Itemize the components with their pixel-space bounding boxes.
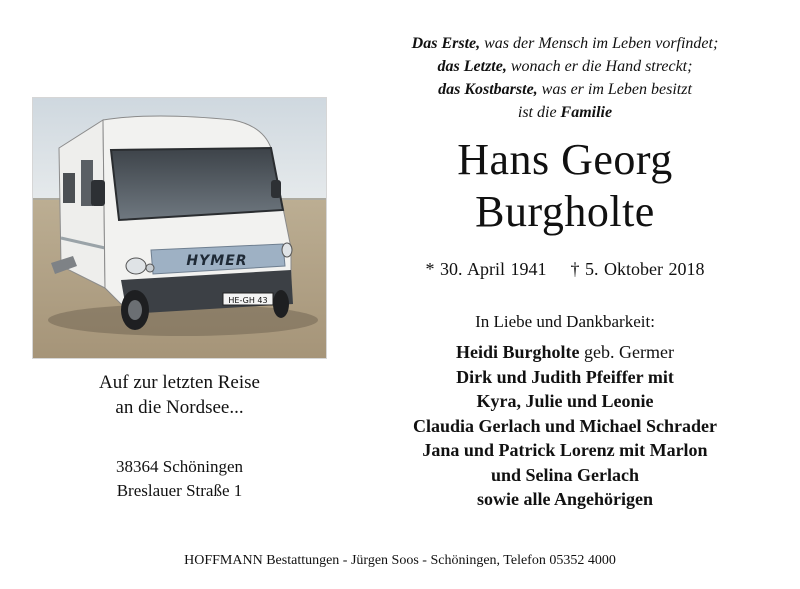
quote-line-3: das Kostbarste, was er im Leben besitzt [438, 81, 692, 98]
birth-date: * 30. April 1941 [425, 259, 547, 279]
quote-block [335, 32, 795, 124]
thanks-heading: In Liebe und Dankbarkeit: [475, 312, 655, 331]
death-date: † 5. Oktober 2018 [570, 259, 705, 279]
deceased-name [335, 134, 795, 238]
mourner-line: Heidi Burgholte geb. Germer [456, 342, 674, 362]
address-line-1: 38364 Schöningen [115, 457, 244, 476]
quote-line-4: ist die Familie [517, 104, 613, 121]
deceased-last-name: Burgholte [475, 187, 655, 236]
motorhome-photo [32, 97, 327, 359]
hymer-logo-text: HYMER [186, 253, 248, 269]
mourner-line: Claudia Gerlach und Michael Schrader [412, 415, 717, 436]
deceased-first-name: Hans Georg [457, 135, 673, 184]
mourners-list [335, 340, 795, 512]
caption-line-2: an die Nordsee... [115, 397, 244, 418]
mourner-line: und Selina Gerlach [490, 464, 640, 485]
mourner-line: Kyra, Julie und Leonie [476, 391, 654, 411]
address-line-2: Breslauer Straße 1 [116, 481, 243, 500]
funeral-home-footer: HOFFMANN Bestattungen - Jürgen Soos - Schöningen, Telefon 05352 4000 [184, 553, 616, 568]
mourner-line: Jana und Patrick Lorenz mit Marlon [422, 440, 708, 460]
mourner-line: Dirk und Judith Pfeiffer mit [456, 366, 674, 387]
address-block [32, 455, 327, 503]
quote-line-1: Das Erste, was der Mensch im Leben vorfindet; [411, 35, 719, 52]
quote-line-2: das Letzte, wonach er die Hand streckt; [437, 58, 693, 75]
license-plate-text: HE-GH 43 [228, 296, 268, 305]
caption-line-1: Auf zur letzten Reise [99, 372, 260, 393]
mourner-line: sowie alle Angehörigen [477, 489, 653, 509]
life-dates [335, 257, 795, 281]
photo-caption [32, 370, 327, 420]
